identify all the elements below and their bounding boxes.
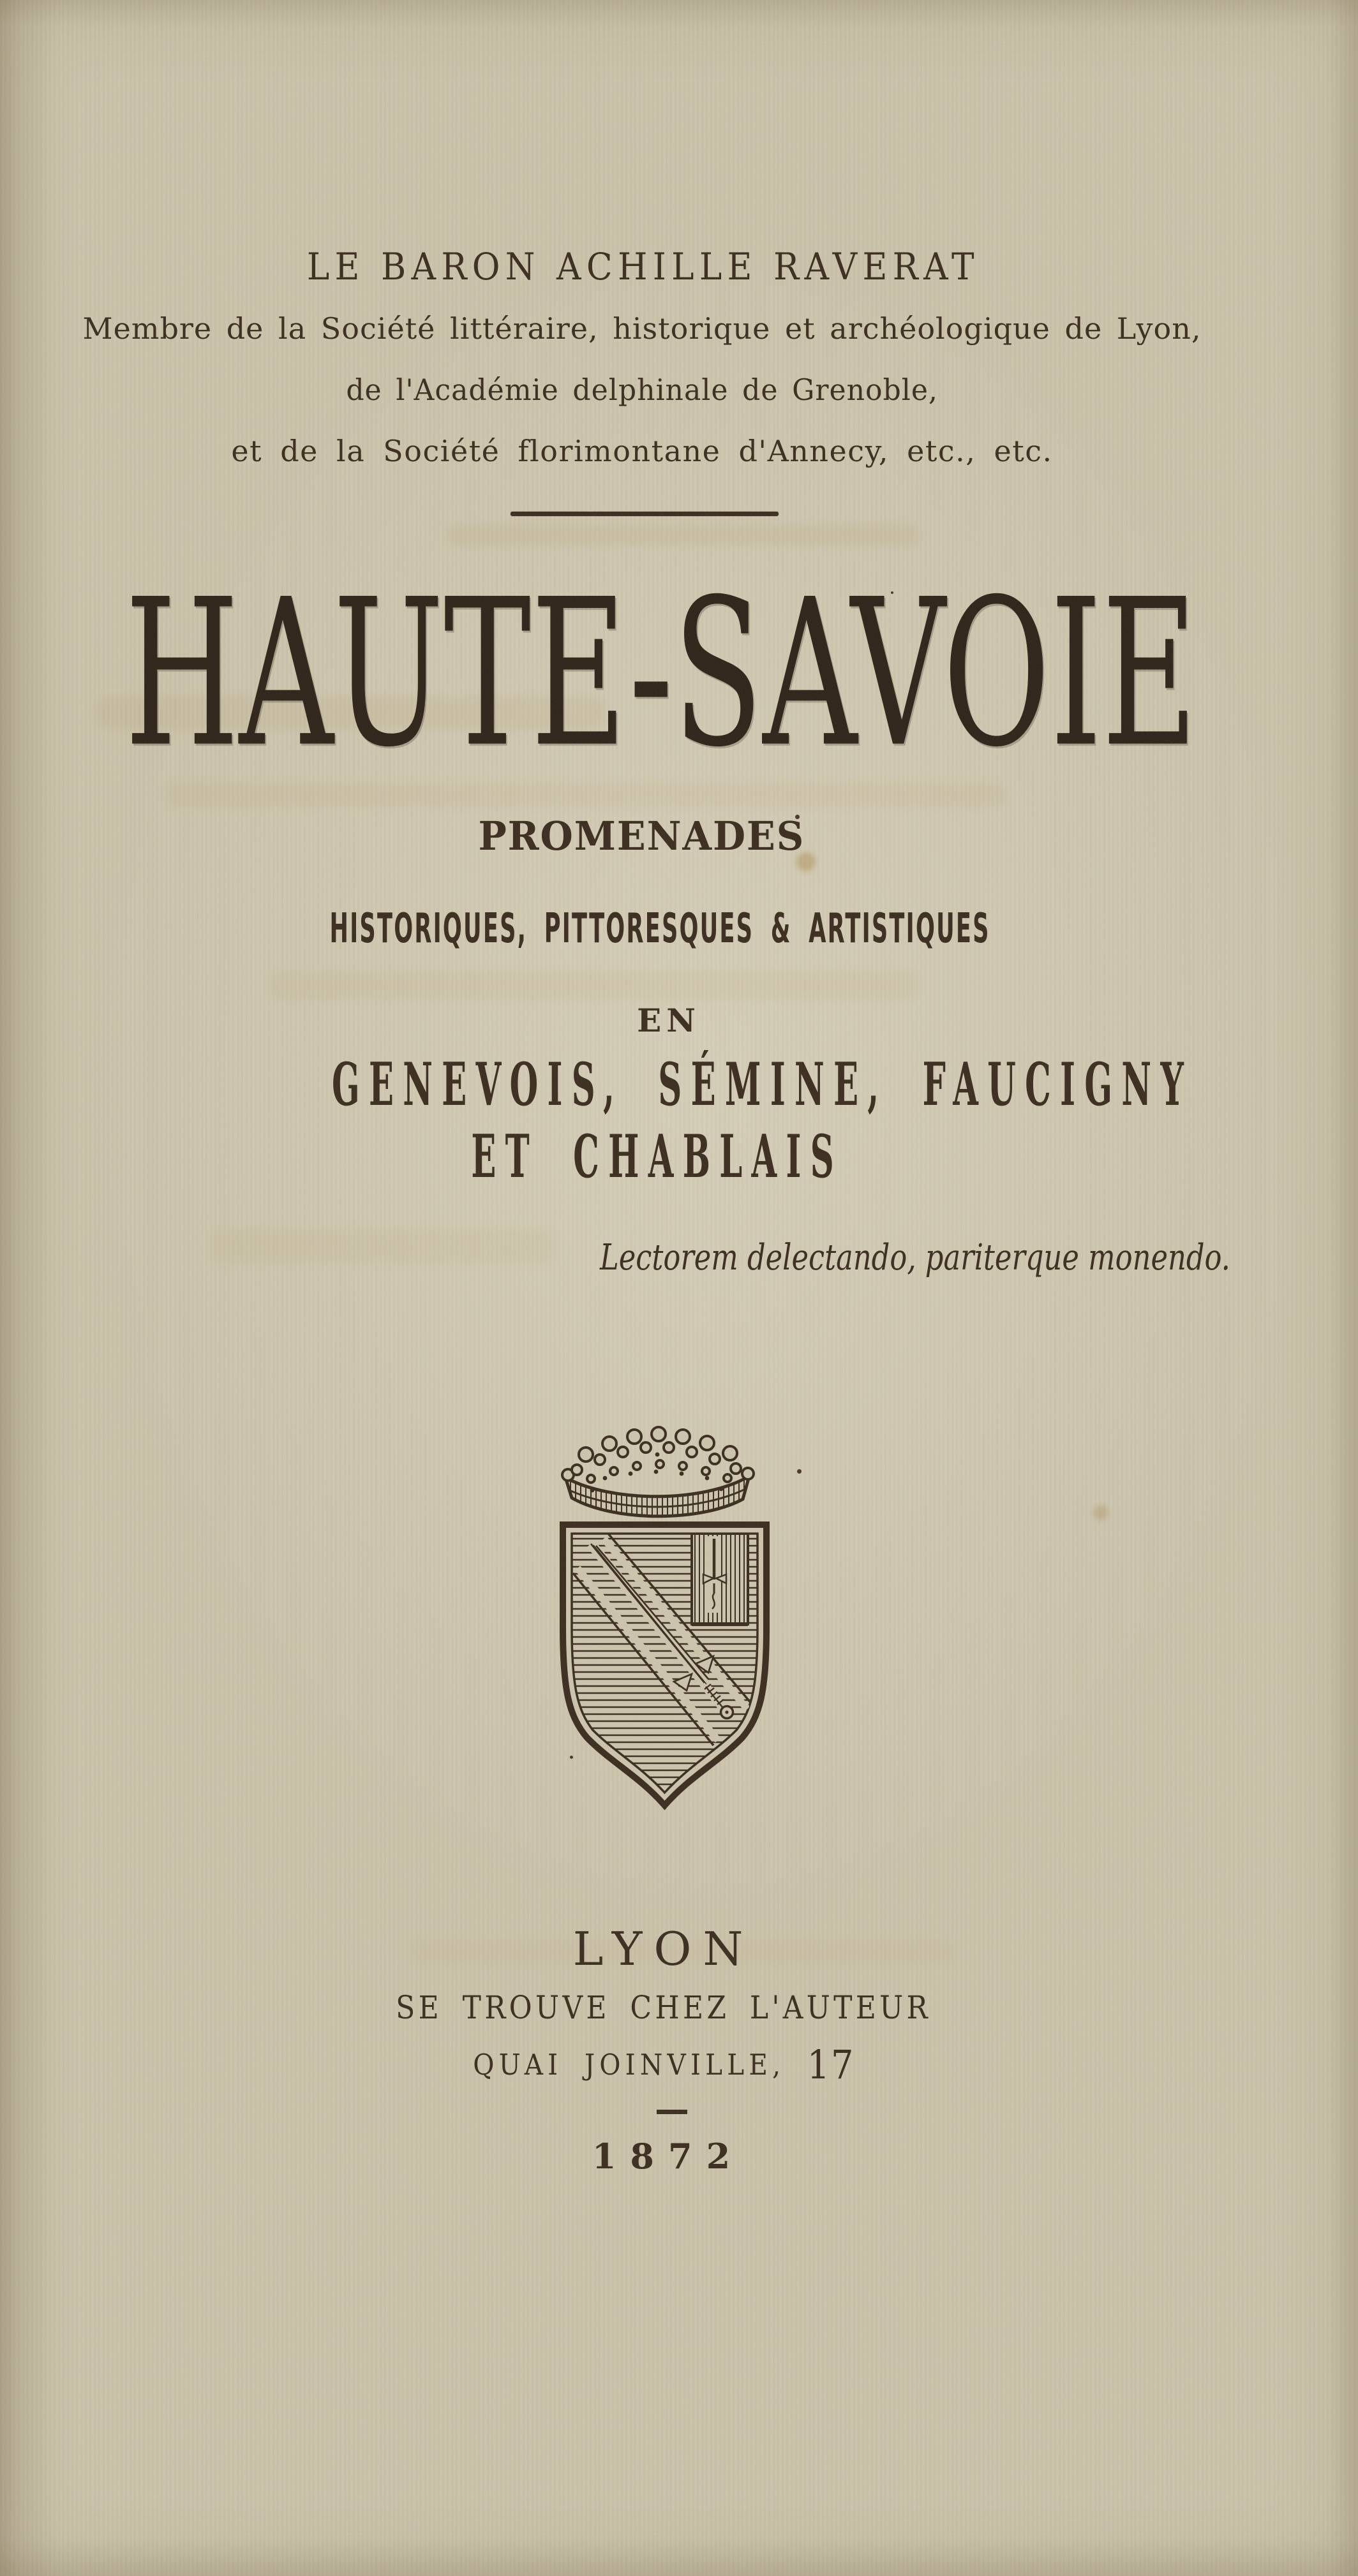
subtitle-regions-2: ET CHABLAIS xyxy=(471,1121,844,1191)
author-affiliation-3: et de la Société florimontane d'Annecy, etc., etc. xyxy=(231,434,1053,468)
author-affiliation-1: Membre de la Société littéraire, historique et archéologique de Lyon, xyxy=(82,311,1202,346)
imprint-availability: SE TROUVE CHEZ L'AUTEUR xyxy=(396,1989,932,2026)
author-affiliation-2: de l'Académie delphinale de Grenoble, xyxy=(346,373,938,407)
show-through-band xyxy=(447,524,919,546)
coat-of-arms xyxy=(548,1414,771,1812)
baron-coronet-icon xyxy=(562,1427,754,1525)
shield-bend-sword-icon xyxy=(563,1525,766,1805)
imprint-city: LYON xyxy=(572,1922,755,1976)
author-name xyxy=(0,245,1322,288)
imprint-dash xyxy=(657,2110,687,2114)
author-name-text: LE BARON ACHILLE RAVERAT xyxy=(306,245,980,288)
imprint-address-street: QUAI JOINVILLE, xyxy=(472,2048,785,2082)
latin-motto: Lectorem delectando, pariterque monendo. xyxy=(600,1237,1230,1278)
book-title xyxy=(0,556,1340,792)
subtitle-qualities: HISTORIQUES, PITTORESQUES & ARTISTIQUES xyxy=(329,905,990,952)
separator-rule xyxy=(511,512,779,516)
book-title-text: HAUTE-SAVOIE xyxy=(124,556,1198,792)
imprint-address-number: 17 xyxy=(807,2041,855,2088)
imprint-address xyxy=(0,2041,1343,2088)
show-through-band xyxy=(211,1228,555,1265)
ink-speck xyxy=(797,1469,802,1474)
imprint-year: 1872 xyxy=(592,2136,745,2177)
subtitle-promenades: PROMENADES xyxy=(478,813,805,859)
canton-sword-icon xyxy=(692,1534,748,1624)
paper-stain xyxy=(1094,1506,1108,1520)
show-through-band xyxy=(268,971,919,1000)
subtitle-connector: EN xyxy=(637,1002,701,1039)
subtitle-regions-1: GENEVOIS, SÉMINE, FAUCIGNY xyxy=(331,1049,1193,1119)
